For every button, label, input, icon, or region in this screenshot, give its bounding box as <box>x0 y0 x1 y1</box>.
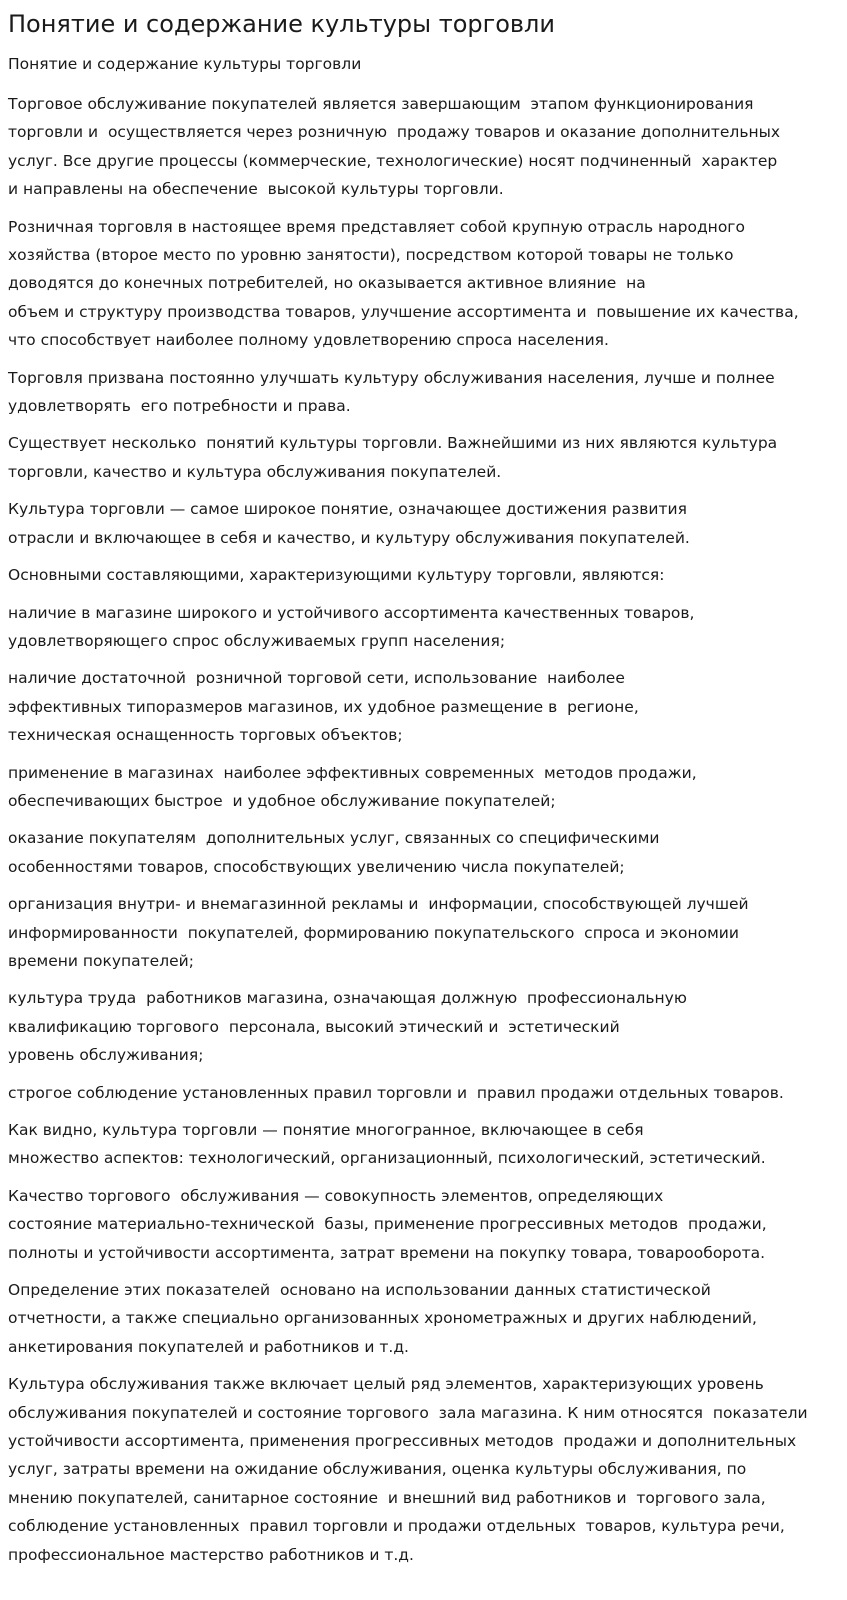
paragraph-line: устойчивости ассортимента, применения прогрессивных методов продажи и дополнительных <box>8 1432 797 1451</box>
paragraph <box>8 213 839 355</box>
paragraph-line: услуг. Все другие процессы (коммерческие, технологические) носят подчиненный характер <box>8 151 778 170</box>
paragraph <box>8 1370 839 1569</box>
paragraph-line: обеспечивающих быстрое и удобное обслуживание покупателей; <box>8 791 556 810</box>
paragraph-line: Как видно, культура торговли — понятие многогранное, включающее в себя <box>8 1121 644 1139</box>
paragraph-line: хозяйства (второе место по уровню занятости), посредством которой товары не только <box>8 246 734 265</box>
paragraph <box>8 1182 839 1267</box>
paragraph-line: профессиональное мастерство работников и т.д. <box>8 1545 414 1564</box>
paragraph-line: объем и структуру производства товаров, улучшение ассортимента и повышение их качества, <box>8 302 799 321</box>
paragraph-line: услуг, затраты времени на ожидание обслуживания, оценка культуры обслуживания, по <box>8 1460 747 1479</box>
paragraph-line: что способствует наиболее полному удовлетворению спроса населения. <box>8 331 609 350</box>
paragraph <box>8 664 839 749</box>
article-subtitle: Понятие и содержание культуры торговли <box>8 55 362 73</box>
paragraph-line: Определение этих показателей основано на использовании данных статистической <box>8 1281 711 1300</box>
paragraph-line: строгое соблюдение установленных правил торговли и правил продажи отдельных товаров. <box>8 1083 784 1102</box>
paragraph-line: множество аспектов: технологический, организационный, психологический, эстетический. <box>8 1149 766 1168</box>
paragraph <box>8 1276 839 1361</box>
paragraph <box>8 429 839 486</box>
paragraph-line: организация внутри- и внемагазинной рекламы и информации, способствующей лучшей <box>8 895 749 914</box>
paragraph-line: Торговое обслуживание покупателей является завершающим этапом функционирования <box>8 95 754 113</box>
paragraph-line: торговли и осуществляется через розничную продажу товаров и оказание дополнительных <box>8 123 780 142</box>
paragraph <box>8 90 839 204</box>
paragraph-line: техническая оснащенность торговых объектов; <box>8 726 403 745</box>
paragraph-line: Качество торгового обслуживания — совокупность элементов, определяющих <box>8 1186 664 1205</box>
paragraph-line: эффективных типоразмеров магазинов, их удобное размещение в регионе, <box>8 697 639 716</box>
paragraph-line: соблюдение установленных правил торговли и продажи отдельных товаров, культура речи, <box>8 1517 785 1536</box>
paragraph <box>8 1079 839 1107</box>
paragraph-line: Культура обслуживания также включает целый ряд элементов, характеризующих уровень <box>8 1375 764 1394</box>
page-title: Понятие и содержание культуры торговли <box>8 10 555 38</box>
paragraph-line: наличие достаточной розничной торговой сети, использование наиболее <box>8 669 625 688</box>
paragraph <box>8 561 839 589</box>
paragraph-line: оказание покупателям дополнительных услуг, связанных со специфическими <box>8 829 660 848</box>
paragraph-line: особенностями товаров, способствующих увеличению числа покупателей; <box>8 857 625 876</box>
paragraph <box>8 1116 839 1173</box>
paragraph-line: удовлетворять его потребности и права. <box>8 397 351 416</box>
paragraph-line: Торговля призвана постоянно улучшать культуру обслуживания населения, лучше и полнее <box>8 368 775 387</box>
paragraph-line: времени покупателей; <box>8 951 194 970</box>
paragraph-line: Розничная торговля в настоящее время представляет собой крупную отрасль народного <box>8 217 745 236</box>
paragraph <box>8 890 839 975</box>
paragraph-line: уровень обслуживания; <box>8 1046 204 1065</box>
paragraph-line: анкетирования покупателей и работников и т.д. <box>8 1337 409 1356</box>
paragraph-line: отрасли и включающее в себя и качество, и культуру обслуживания покупателей. <box>8 528 690 547</box>
paragraph-line: наличие в магазине широкого и устойчивого ассортимента качественных товаров, <box>8 603 695 622</box>
paragraph-line: Основными составляющими, характеризующими культуру торговли, являются: <box>8 566 665 585</box>
paragraph-line: и направлены на обеспечение высокой культуры торговли. <box>8 180 504 199</box>
paragraph-line: торговли, качество и культура обслуживания покупателей. <box>8 462 502 481</box>
article-body <box>8 90 839 1569</box>
paragraph-line: обслуживания покупателей и состояние торгового зала магазина. К ним относятся показатели <box>8 1403 808 1422</box>
paragraph-line: отчетности, а также специально организованных хронометражных и других наблюдений, <box>8 1309 757 1328</box>
paragraph-line: мнению покупателей, санитарное состояние и внешний вид работников и торгового зала, <box>8 1488 766 1507</box>
paragraph <box>8 364 839 421</box>
paragraph <box>8 759 839 816</box>
paragraph-line: информированности покупателей, формированию покупательского спроса и экономии <box>8 923 739 942</box>
paragraph-line: состояние материально-технической базы, применение прогрессивных методов продажи, <box>8 1215 767 1234</box>
paragraph <box>8 599 839 656</box>
paragraph <box>8 984 839 1069</box>
paragraph <box>8 824 839 881</box>
paragraph-line: квалификацию торгового персонала, высокий этический и эстетический <box>8 1017 620 1036</box>
paragraph-line: Культура торговли — самое широкое понятие, означающее достижения развития <box>8 500 687 519</box>
paragraph <box>8 495 839 552</box>
paragraph-line: Существует несколько понятий культуры торговли. Важнейшими из них являются культура <box>8 434 778 453</box>
paragraph-line: удовлетворяющего спрос обслуживаемых групп населения; <box>8 631 506 650</box>
paragraph-line: доводятся до конечных потребителей, но оказывается активное влияние на <box>8 274 646 293</box>
paragraph-line: полноты и устойчивости ассортимента, затрат времени на покупку товара, товарооборота. <box>8 1243 766 1262</box>
paragraph-line: культура труда работников магазина, означающая должную профессиональную <box>8 989 687 1008</box>
paragraph-line: применение в магазинах наиболее эффективных современных методов продажи, <box>8 763 697 782</box>
